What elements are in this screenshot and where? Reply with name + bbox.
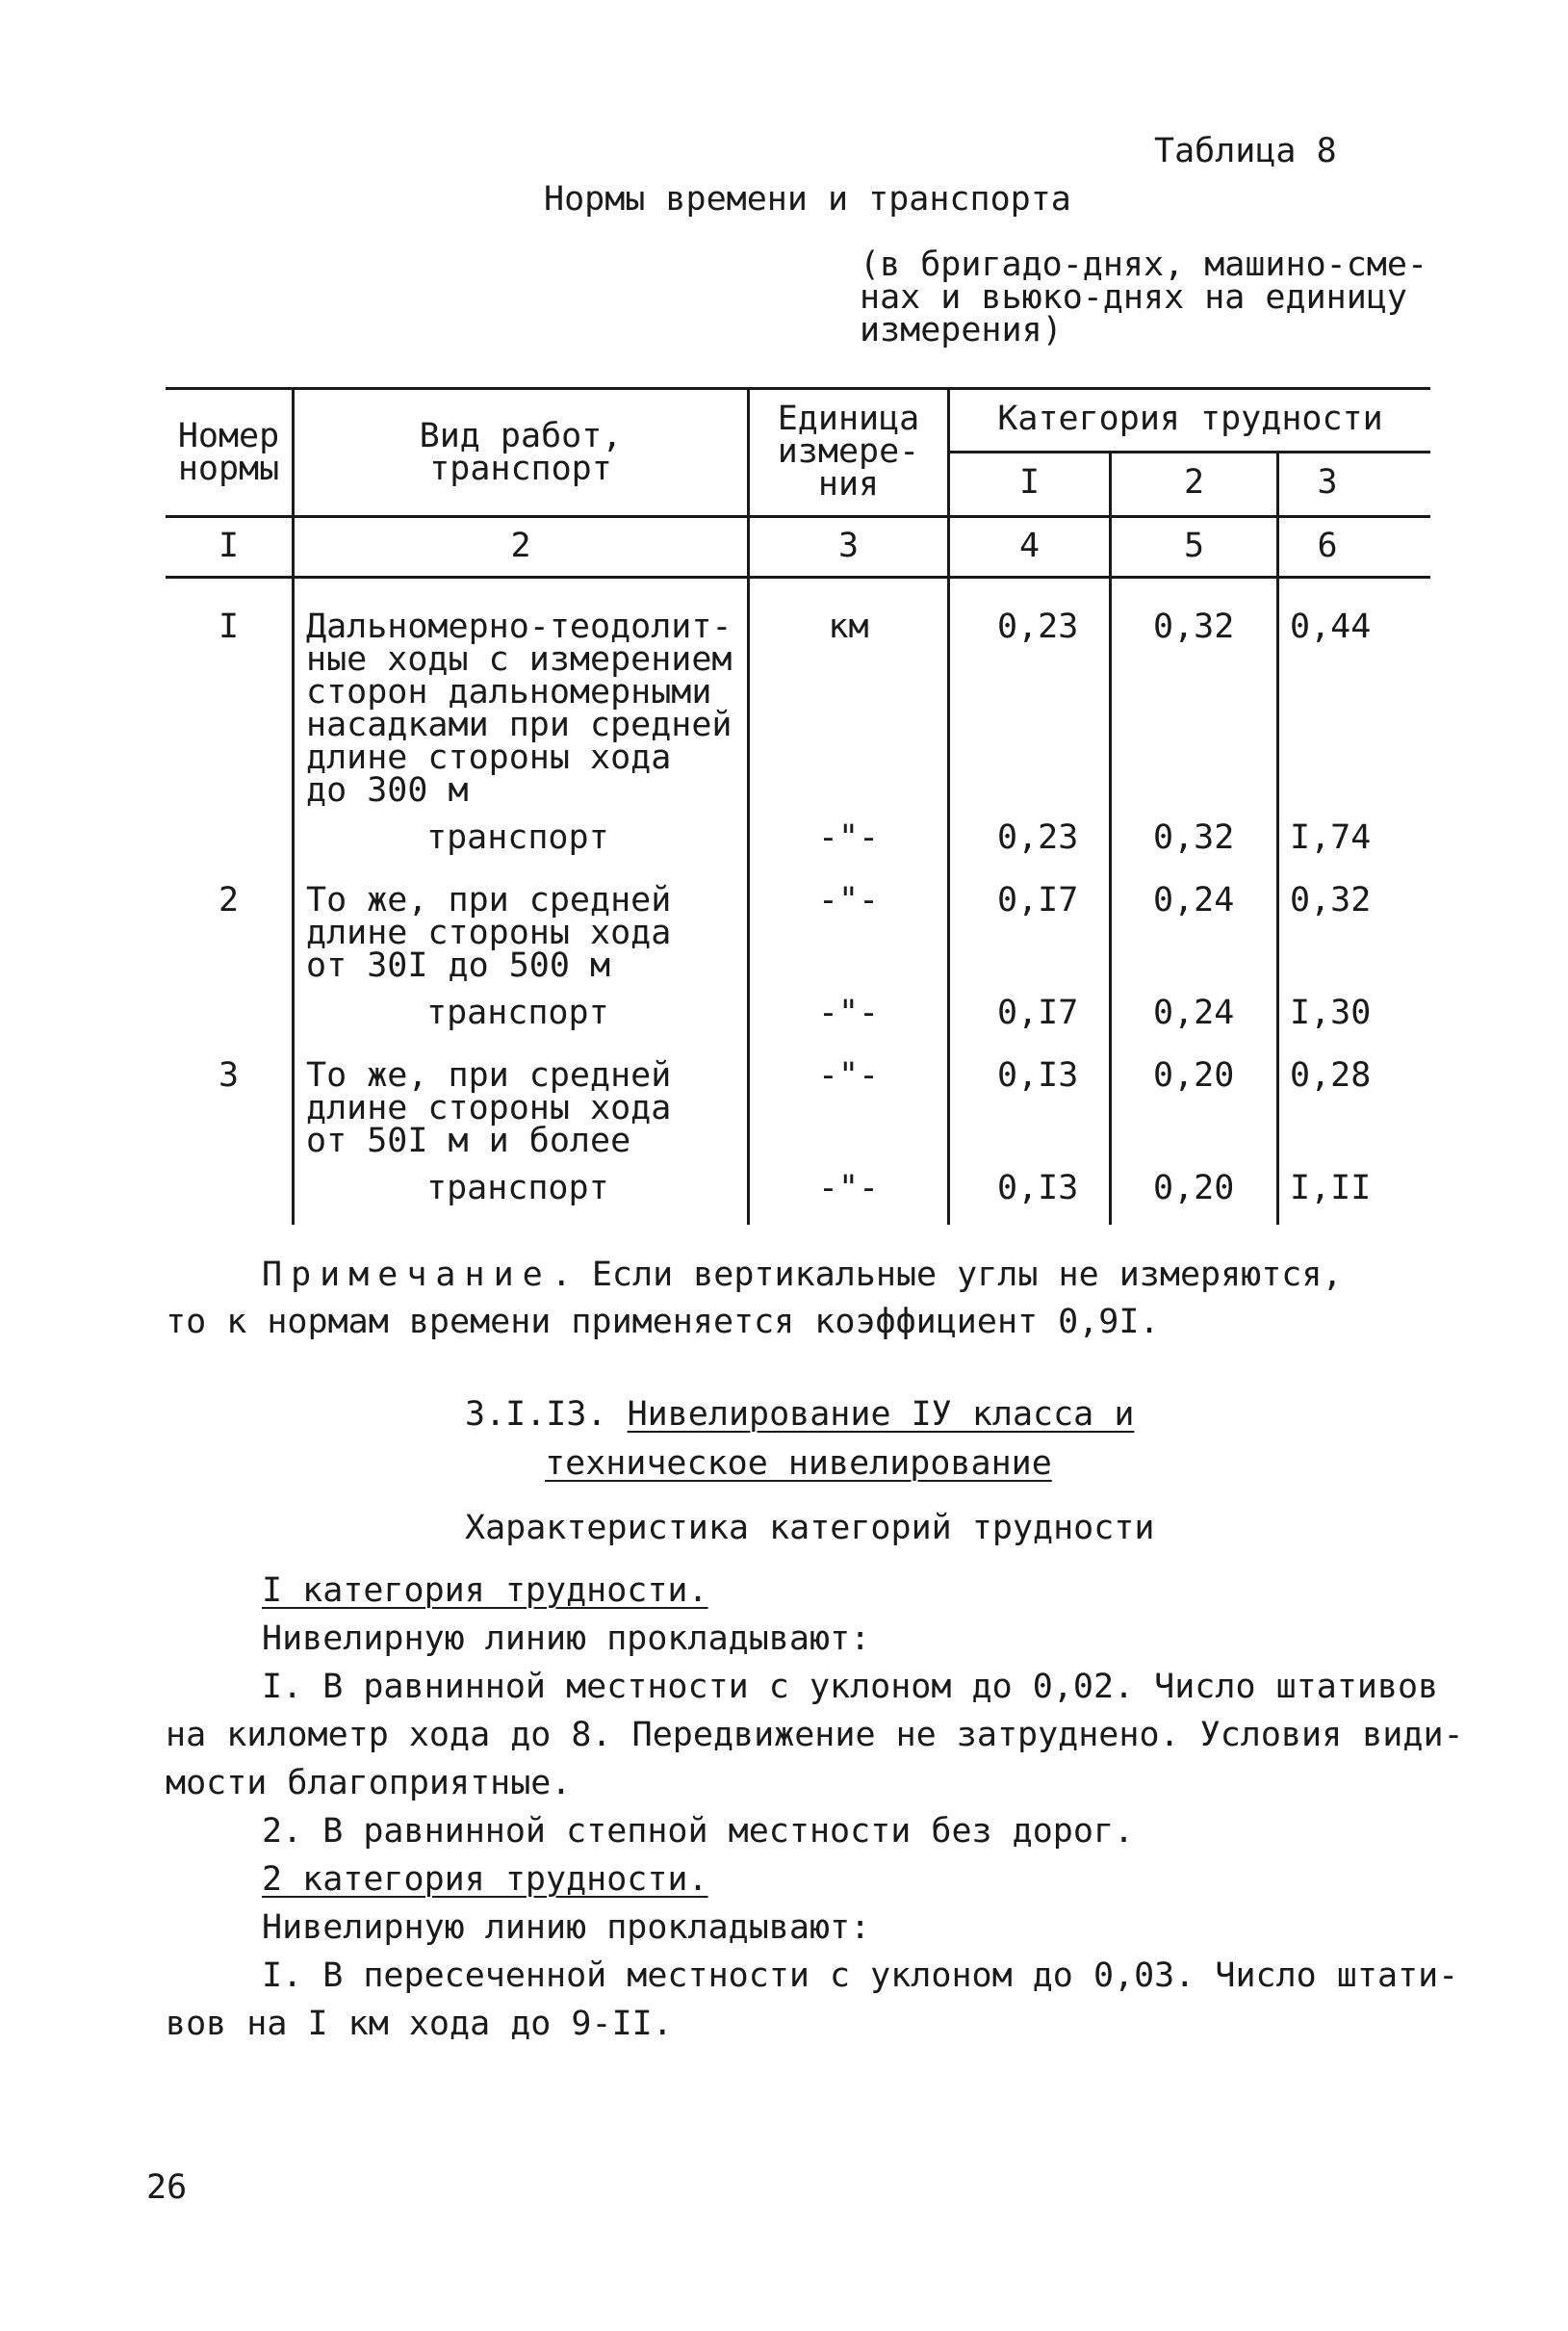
colnum-4: 4 xyxy=(1018,527,1041,565)
category-1-item-1-line-1: I. В равнинной местности с уклоном до 0,02. Число штативов xyxy=(262,1668,1439,1706)
head-norm-no-2: нормы xyxy=(177,450,280,488)
colnum-6: 6 xyxy=(1317,527,1338,565)
category-2-item-1-line-2: вов на I км хода до 9-II. xyxy=(166,2005,673,2043)
row1-cat3-value: 0,44 xyxy=(1290,608,1372,646)
row2-work: транспорт xyxy=(426,818,609,857)
head-work-type-1: Вид работ, xyxy=(419,417,623,455)
units-line-2: нах и вьюко-днях на единицу xyxy=(860,278,1407,317)
head-category: Категория трудности xyxy=(997,400,1383,438)
row2-unit: -"- xyxy=(817,818,880,857)
row3-norm-no: 2 xyxy=(218,881,240,919)
row3-work-line-3: от 30I до 500 м xyxy=(306,946,611,985)
note-text-1: . Если вертикальные углы не измеряются, xyxy=(551,1256,1343,1294)
row2-cat3-value: I,74 xyxy=(1290,818,1372,857)
row1-cat1-value: 0,23 xyxy=(997,608,1079,646)
row5-unit: -"- xyxy=(817,1056,880,1095)
units-line-1: (в бригадо-днях, машино-сме- xyxy=(860,246,1428,284)
row1-norm-no: I xyxy=(218,608,240,646)
head-unit-3: ния xyxy=(817,465,880,504)
row5-work-line-3: от 50I м и более xyxy=(306,1122,631,1160)
col-rule-4 xyxy=(1109,451,1112,1225)
section-title-2: техническое нивелирование xyxy=(545,1444,1052,1483)
category-1-heading: I категория трудности. xyxy=(262,1571,708,1610)
row1-work-line-5: длине стороны хода xyxy=(306,738,672,777)
row1-work-line-1: Дальномерно-теодолит- xyxy=(306,608,733,646)
note-label: Примечание xyxy=(262,1256,552,1294)
section-subtitle: Характеристика категорий трудности xyxy=(465,1509,1155,1547)
category-1-intro: Нивелирную линию прокладывают: xyxy=(262,1619,871,1658)
row6-cat1-value: 0,I3 xyxy=(997,1169,1079,1207)
head-cat-3: 3 xyxy=(1317,463,1338,502)
category-1-item-2: 2. В равнинной степной местности без дорог. xyxy=(262,1812,1135,1851)
colnum-3: 3 xyxy=(837,527,860,565)
row3-unit: -"- xyxy=(817,881,880,919)
row3-work-line-1: То же, при средней xyxy=(306,881,672,919)
row6-work: транспорт xyxy=(426,1169,609,1207)
row6-cat2-value: 0,20 xyxy=(1153,1169,1235,1207)
colnum-bottom-rule xyxy=(166,576,1430,579)
category-sub-rule xyxy=(947,451,1430,453)
section-number: 3.I.I3. xyxy=(465,1395,607,1434)
row4-cat1-value: 0,I7 xyxy=(997,994,1079,1032)
row5-cat1-value: 0,I3 xyxy=(997,1056,1079,1095)
row1-work-line-3: сторон дальномерными xyxy=(306,673,712,712)
category-2-heading: 2 категория трудности. xyxy=(262,1860,708,1899)
row4-work: транспорт xyxy=(426,994,609,1032)
row1-cat2-value: 0,32 xyxy=(1153,608,1235,646)
page-number: 26 xyxy=(146,2168,188,2207)
table-label: Таблица 8 xyxy=(1154,132,1337,170)
category-1-item-1-line-3: мости благоприятные. xyxy=(166,1764,572,1802)
row5-cat3-value: 0,28 xyxy=(1290,1056,1372,1095)
col-rule-3 xyxy=(947,387,950,1225)
section-title-1: Нивелирование IУ класса и xyxy=(627,1395,1135,1434)
section-heading-line-1 xyxy=(465,1395,1135,1434)
row5-norm-no: 3 xyxy=(218,1056,240,1095)
row1-work-line-6: до 300 м xyxy=(306,771,469,810)
row3-work-line-2: длине стороны хода xyxy=(306,914,672,952)
head-cat-2: 2 xyxy=(1183,463,1205,502)
category-1-item-1-line-2: на километр хода до 8. Передвижение не затруднено. Условия види- xyxy=(166,1716,1464,1754)
col-rule-1 xyxy=(292,387,295,1225)
row4-unit: -"- xyxy=(817,994,880,1032)
category-2-item-1-line-1: I. В пересеченной местности с уклоном до 0,03. Число штати- xyxy=(262,1956,1459,1995)
header-bottom-rule xyxy=(166,515,1430,518)
note-line-2: то к нормам времени применяется коэффициент 0,9I. xyxy=(166,1303,1160,1341)
row3-cat2-value: 0,24 xyxy=(1153,881,1235,919)
colnum-5: 5 xyxy=(1183,527,1205,565)
colnum-2: 2 xyxy=(510,527,531,565)
colnum-1: I xyxy=(218,527,240,565)
col-rule-5 xyxy=(1276,451,1279,1225)
row4-cat2-value: 0,24 xyxy=(1153,994,1235,1032)
row4-cat3-value: I,30 xyxy=(1290,994,1372,1032)
row1-work-line-4: насадками при средней xyxy=(306,706,733,744)
row6-cat3-value: I,II xyxy=(1290,1169,1372,1207)
row3-cat1-value: 0,I7 xyxy=(997,881,1079,919)
table-top-rule xyxy=(166,387,1430,390)
units-line-3: измерения) xyxy=(860,311,1063,350)
category-2-intro: Нивелирную линию прокладывают: xyxy=(262,1908,871,1947)
row2-cat1-value: 0,23 xyxy=(997,818,1079,857)
row3-cat3-value: 0,32 xyxy=(1290,881,1372,919)
col-rule-2 xyxy=(747,387,750,1225)
head-norm-no-1: Номер xyxy=(177,417,280,455)
head-work-type-2: транспорт xyxy=(429,450,612,488)
head-unit-2: измере- xyxy=(777,432,920,471)
row5-work-line-1: То же, при средней xyxy=(306,1056,672,1095)
row1-unit: км xyxy=(828,608,869,646)
row5-cat2-value: 0,20 xyxy=(1153,1056,1235,1095)
row5-work-line-2: длине стороны хода xyxy=(306,1089,672,1127)
head-unit-1: Единица xyxy=(777,400,920,438)
row1-work-line-2: ные ходы с измерением xyxy=(306,640,733,679)
note-line-1 xyxy=(262,1258,1343,1292)
head-cat-1: I xyxy=(1018,463,1041,502)
row2-cat2-value: 0,32 xyxy=(1153,818,1235,857)
table-title: Нормы времени и транспорта xyxy=(544,180,1071,219)
row6-unit: -"- xyxy=(817,1169,880,1207)
